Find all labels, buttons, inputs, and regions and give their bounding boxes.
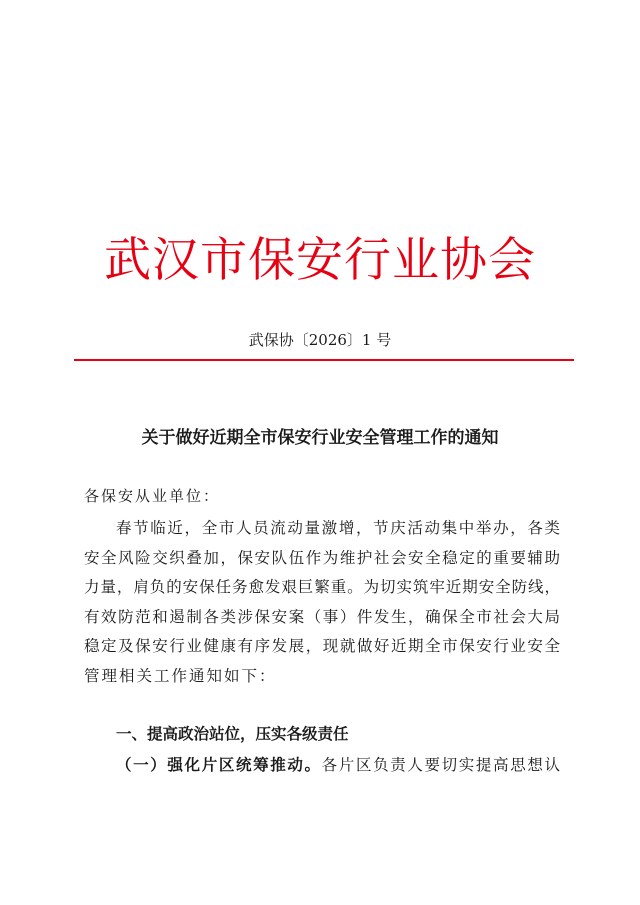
notice-body-paragraph <box>84 514 560 692</box>
paragraph-line: 有效防范和遏制各类涉保安案（事）件发生，确保全市社会大局 <box>84 607 560 626</box>
paragraph-line: 管理相关工作通知如下： <box>84 666 277 685</box>
salutation: 各保安从业单位： <box>84 487 221 505</box>
section-heading: 一、提高政治站位，压实各级责任 <box>116 725 349 743</box>
notice-title: 关于做好近期全市保安行业安全管理工作的通知 <box>141 428 499 448</box>
organization-title: 武汉市保安行业协会 <box>104 233 536 288</box>
subsection-label: （一）强化片区统筹推动。 <box>116 756 322 774</box>
red-divider-line <box>74 359 574 361</box>
paragraph-line: 稳定及保安行业健康有序发展，现就做好近期全市保安行业安全 <box>84 637 560 656</box>
subsection-text: 各片区负责人要切实提高思想认 <box>321 756 560 774</box>
paragraph-line: 春节临近，全市人员流动量激增，节庆活动集中举办，各类 <box>116 519 560 537</box>
document-number: 武保协〔2026〕1 号 <box>248 331 392 349</box>
paragraph-line: 安全风险交织叠加，保安队伍作为维护社会安全稳定的重要辅助 <box>84 548 560 567</box>
subsection-paragraph <box>116 753 560 777</box>
paragraph-line: 力量，肩负的安保任务愈发艰巨繁重。为切实筑牢近期安全防线， <box>84 578 560 597</box>
